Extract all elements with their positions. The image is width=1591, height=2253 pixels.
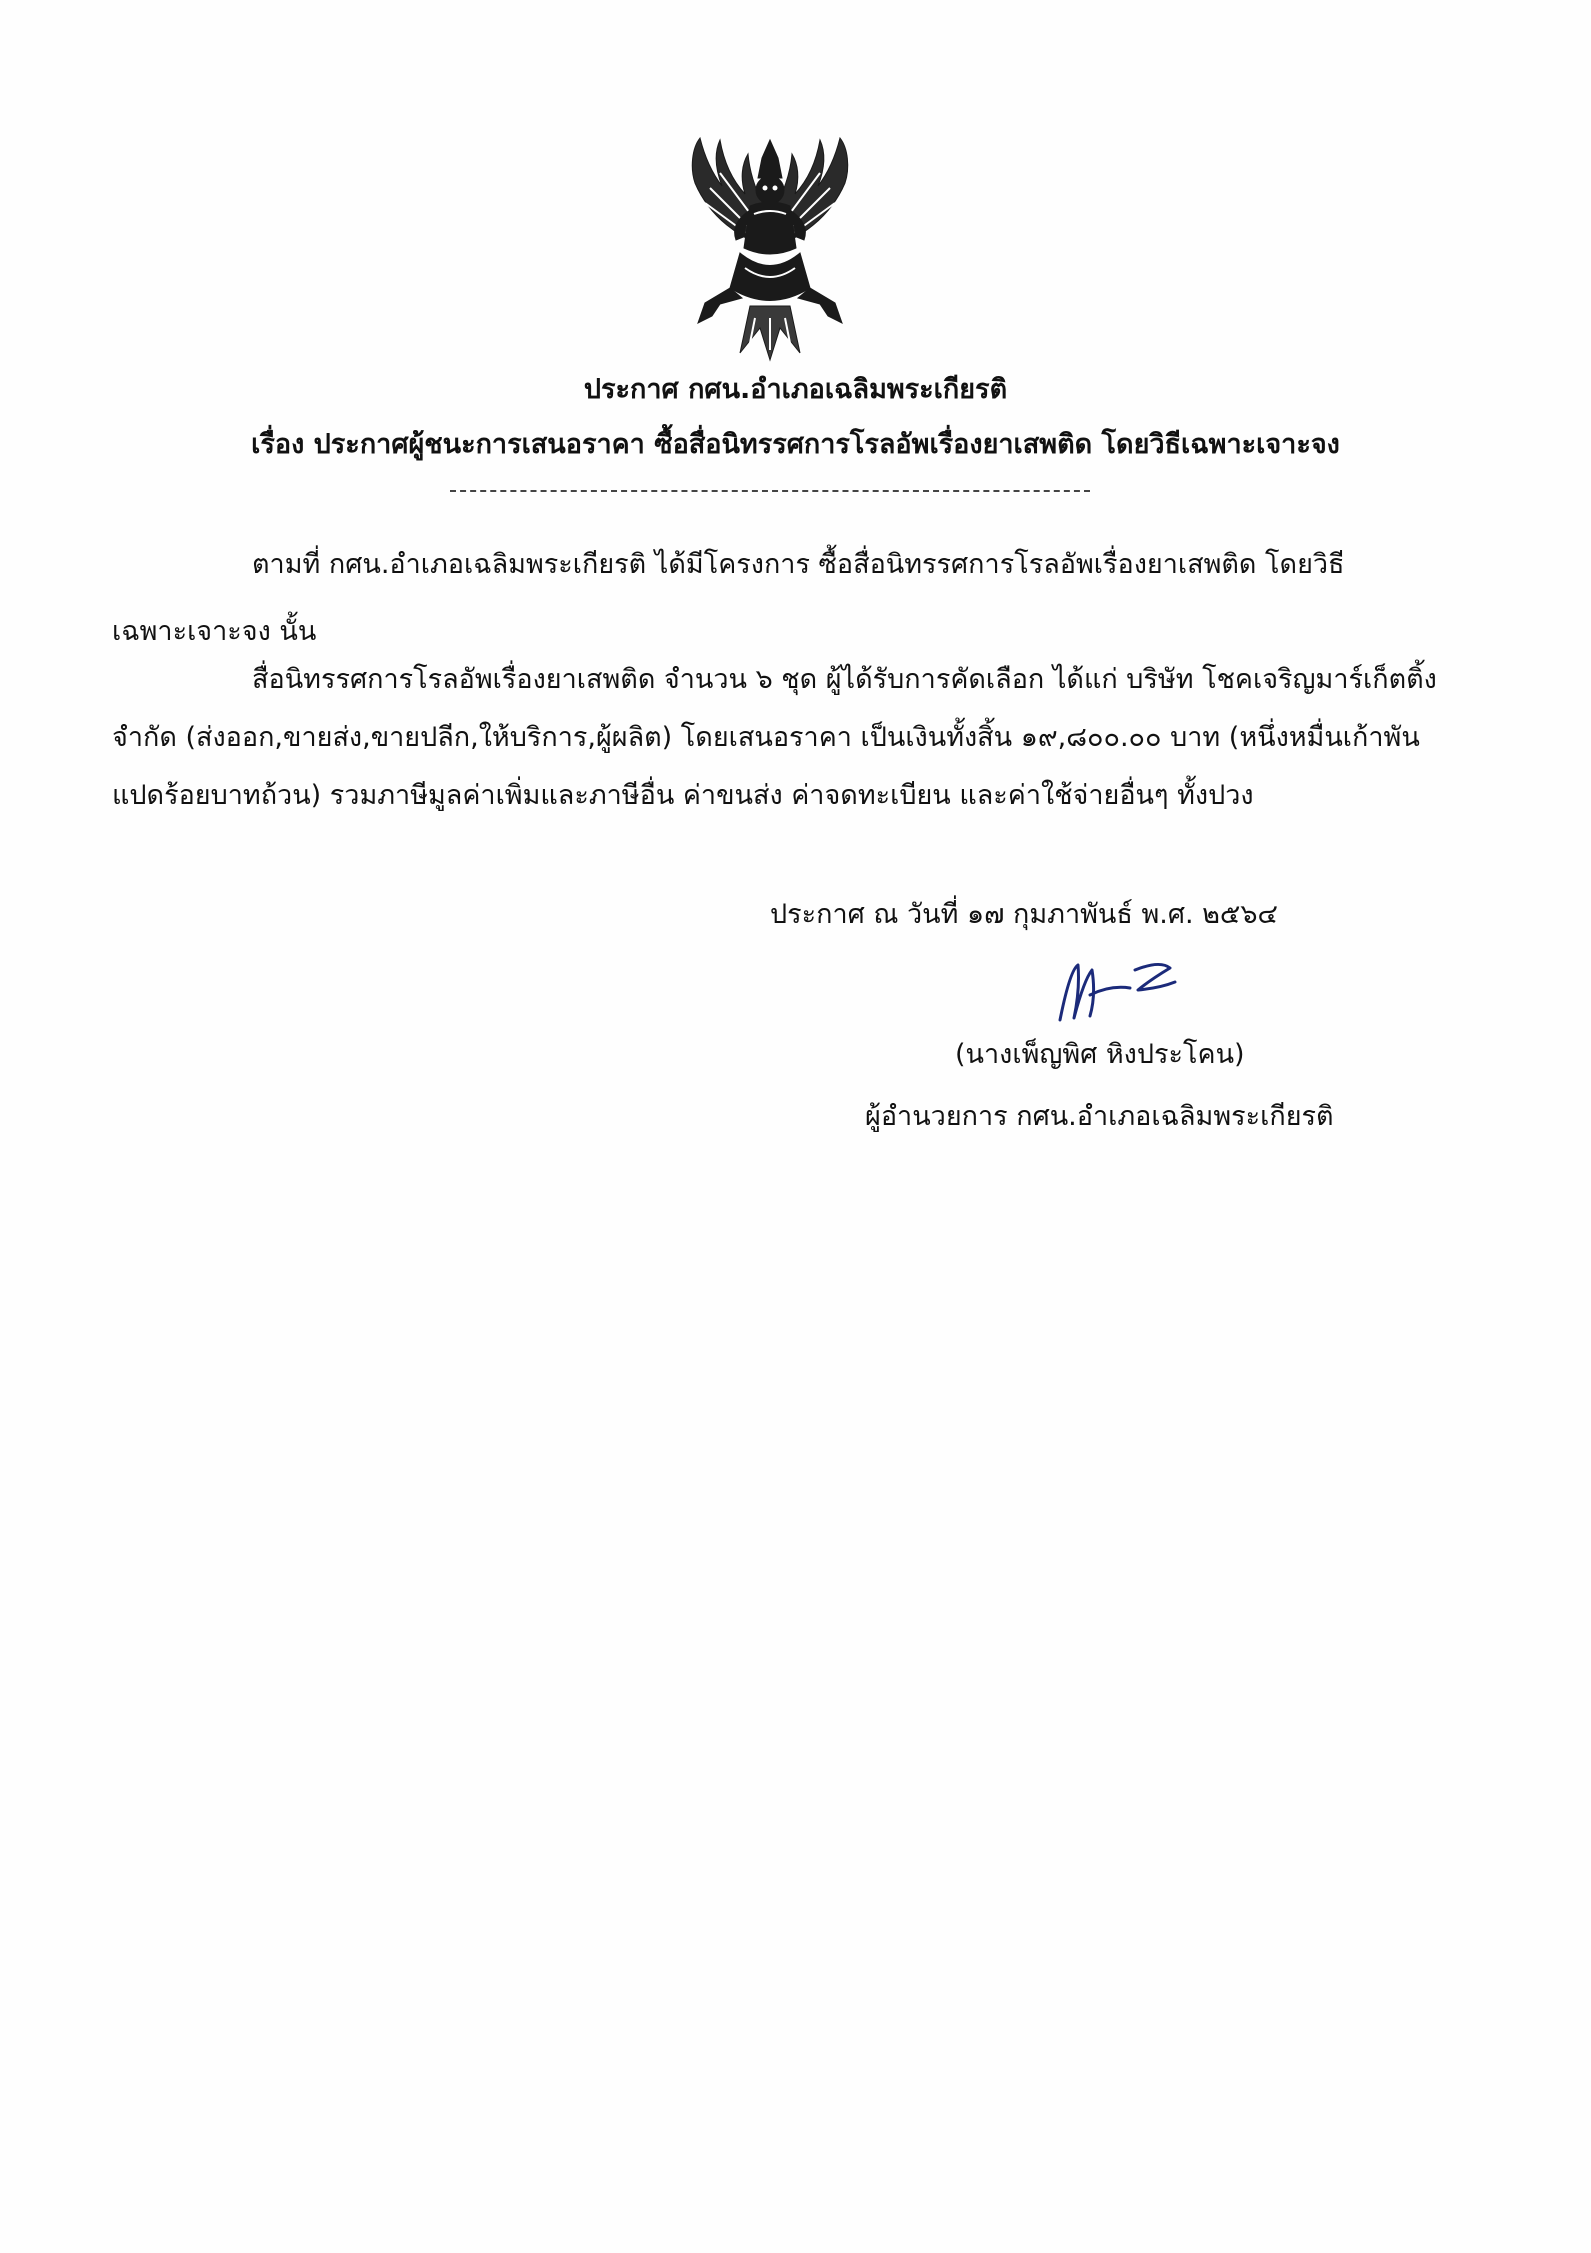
paragraph-1-line-2: เฉพาะเจาะจง นั้น [112, 616, 317, 647]
paragraph-2-line-3: แปดร้อยบาทถ้วน) รวมภาษีมูลค่าเพิ่มและภาษีอื่น ค่าขนส่ง ค่าจดทะเบียน และค่าใช้จ่ายอื่นๆ ทั้งปวง [112, 780, 1254, 811]
paragraph-2-line-1: สื่อนิทรรศการโรลอัพเรื่องยาเสพติด จำนวน ๖ ชุด ผู้ได้รับการคัดเลือก ได้แก่ บริษัท โชคเจริญมาร์เก็ตติ้ง [252, 664, 1437, 695]
garuda-emblem [650, 128, 890, 368]
announcement-date: ประกาศ ณ วันที่ ๑๗ กุมภาพันธ์ พ.ศ. ๒๕๖๔ [770, 899, 1278, 930]
signature-image [1050, 950, 1180, 1030]
announcement-subject: เรื่อง ประกาศผู้ชนะการเสนอราคา ซื้อสื่อนิทรรศการโรลอัพเรื่องยาเสพติด โดยวิธีเฉพาะเจาะจง [251, 429, 1340, 460]
paragraph-2-line-2: จำกัด (ส่งออก,ขายส่ง,ขายปลีก,ให้บริการ,ผู้ผลิต) โดยเสนอราคา เป็นเงินทั้งสิ้น ๑๙,๘๐๐.๐๐ บาท (หนึ่งหมื่นเก้าพัน [112, 722, 1420, 753]
signer-name: (นางเพ็ญพิศ หิงประโคน) [955, 1039, 1245, 1070]
separator-line [450, 490, 1090, 492]
paragraph-1-line-1: ตามที่ กศน.อำเภอเฉลิมพระเกียรติ ได้มีโครงการ ซื้อสื่อนิทรรศการโรลอัพเรื่องยาเสพติด โดยวิธี [252, 549, 1345, 580]
signer-position: ผู้อำนวยการ กศน.อำเภอเฉลิมพระเกียรติ [865, 1101, 1334, 1132]
announcement-title: ประกาศ กศน.อำเภอเฉลิมพระเกียรติ [583, 374, 1008, 405]
